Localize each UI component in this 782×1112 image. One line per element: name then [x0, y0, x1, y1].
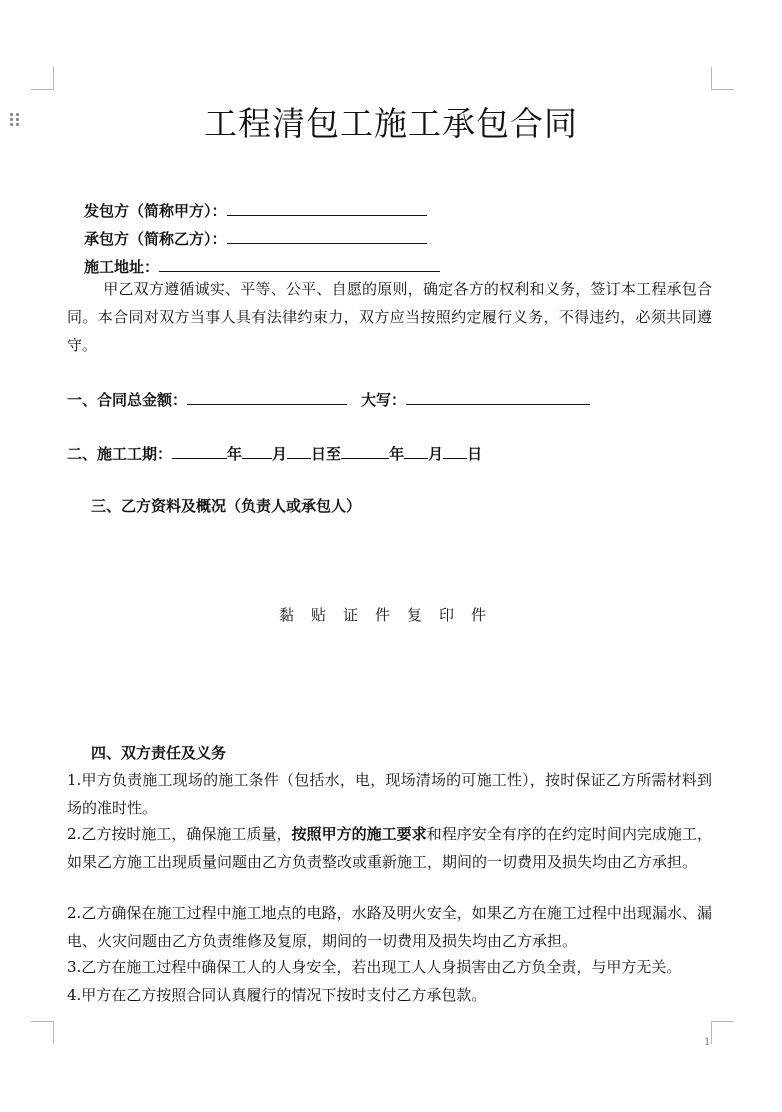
start-year-blank[interactable]: [172, 441, 227, 459]
site-row: [84, 254, 440, 277]
page-corner-mark: [711, 67, 734, 90]
page-corner-mark: [711, 1021, 734, 1044]
document-title: 工程清包工施工承包合同: [204, 104, 578, 143]
party-a-blank[interactable]: [227, 198, 427, 216]
daxie-blank[interactable]: [406, 387, 590, 405]
page-corner-mark: [31, 67, 54, 90]
duty-item-2: [67, 820, 712, 876]
paste-id-note: 黏贴证件复印件: [278, 606, 503, 624]
party-a-row: [84, 198, 427, 221]
day-to-unit: 日至: [311, 445, 342, 463]
start-day-blank[interactable]: [287, 441, 311, 459]
end-month-blank[interactable]: [404, 441, 428, 459]
duty-item-5: 4.甲方在乙方按照合同认真履行的情况下按时支付乙方承包款。: [67, 986, 487, 1004]
end-year-blank[interactable]: [341, 441, 389, 459]
page-corner-mark: [31, 1021, 54, 1044]
duty-item-2-bold: 按照甲方的施工要求: [291, 825, 427, 843]
preamble-text: 甲乙双方遵循诚实、平等、公平、自愿的原则，确定各方的权利和义务，签订本工程承包合同。本合同对双方当事人具有法律约束力，双方应当按照约定履行义务，不得违约，必须共同遵 守。: [67, 280, 712, 354]
duty-item-4: 3.乙方在施工过程中确保工人的人身安全，若出现工人人身损害由乙方负全责，与甲方无关。: [67, 958, 682, 976]
party-b-row: [84, 226, 427, 249]
month-unit: 月: [272, 445, 288, 463]
day-unit: 日: [467, 445, 483, 463]
section1-row: [67, 387, 590, 410]
amount-blank[interactable]: [187, 387, 347, 405]
end-day-blank[interactable]: [443, 441, 467, 459]
section3-heading: 三、乙方资料及概况（负责人或承包人）: [91, 497, 362, 515]
year-unit: 年: [389, 445, 405, 463]
duty-item-3: 2.乙方确保在施工过程中施工地点的电路，水路及明火安全，如果乙方在施工过程中出现漏水、漏电、火灾问题由乙方负责维修及复原，期间的一切费用及损失均由乙方承担。: [67, 904, 712, 950]
month-unit: 月: [428, 445, 444, 463]
section4-heading: 四、双方责任及义务: [91, 744, 227, 762]
section2-row: [67, 441, 482, 464]
site-blank[interactable]: [159, 254, 440, 272]
party-b-blank[interactable]: [227, 226, 427, 244]
party-a-label: 发包方（简称甲方）：: [84, 202, 227, 220]
duty-item-1: 1.甲方负责施工现场的施工条件（包括水，电，现场清场的可施工性），按时保证乙方所需材料到场的准时性。: [67, 771, 712, 817]
section1-label: 一、合同总金额：: [67, 391, 188, 409]
daxie-label: 大写：: [361, 391, 407, 409]
party-b-label: 承包方（简称乙方）：: [84, 230, 227, 248]
duty-item-2-post: 和程序安全有序的在约定时间内完成施工，如果乙方施工出现质量问题由乙方负责整改或重新施工，期间的一切费用及损失均由乙方承担。: [67, 825, 712, 871]
start-month-blank[interactable]: [242, 441, 272, 459]
page-number: 1: [704, 1037, 711, 1048]
section2-label: 二、施工工期：: [67, 445, 173, 463]
duty-item-2-pre: 2.乙方按时施工，确保施工质量，: [67, 825, 292, 843]
year-unit: 年: [227, 445, 243, 463]
site-label: 施工地址：: [84, 258, 160, 276]
preamble-paragraph: [67, 275, 712, 359]
